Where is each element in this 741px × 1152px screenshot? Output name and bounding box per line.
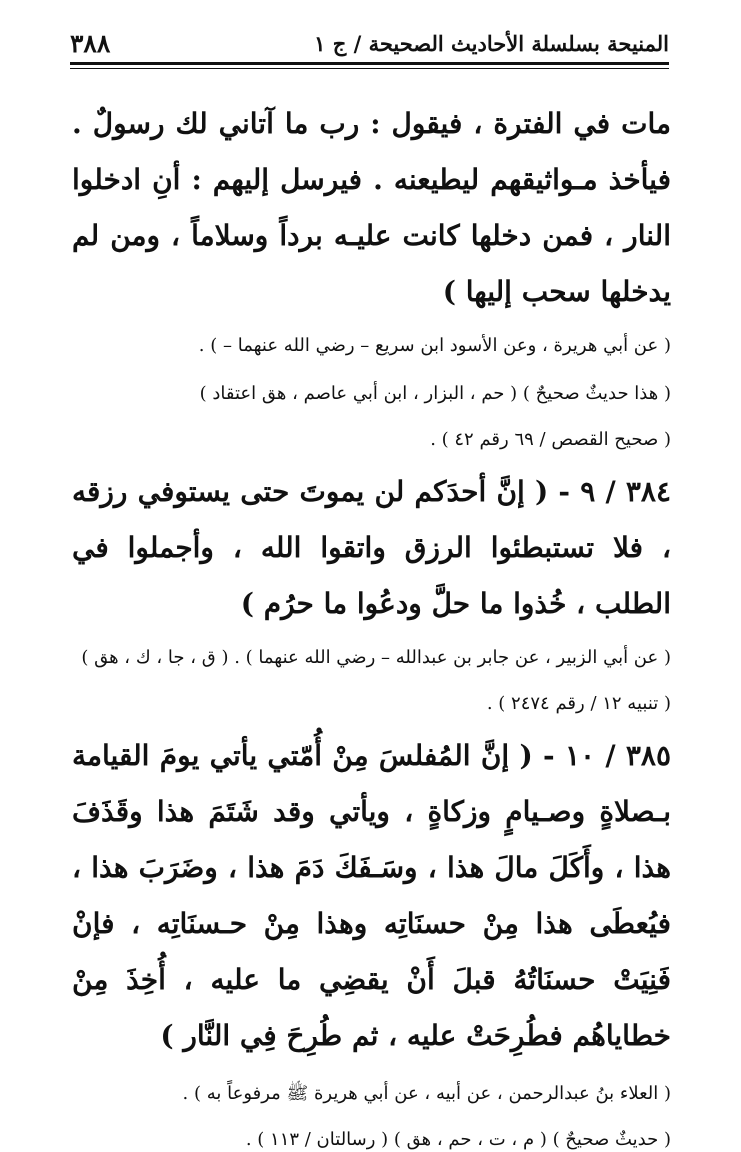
hadith-narrator: ( العلاء بنُ عبدالرحمن ، عن أبيه ، عن أبي هريرة ﷺ مرفوعاً به ) . — [182, 1083, 671, 1104]
hadith-text: ٣٨٥ / ١٠ - ( إنَّ المُفلسَ مِنْ أُمّتي يأتي يومَ القيامة بـصلاةٍ وصـيامٍ وزكاةٍ ، ويأتي وقد شَتَمَ هذا وقَذَفَ هذا ، وأَكَلَ مالَ هذا ، وسَـفَكَ دَمَ هذا ، وضَرَبَ هذا ، فيُعطَى هذا مِنْ حسنَاتِه وهذا مِنْ حـسنَاتِه ، فإنْ فَنِيَتْ حسنَاتُهُ قبلَ أَنْ يقضِي ما عليه ، أُخِذَ مِنْ خطاياهُم فطُرِحَتْ عليه ، ثم طُرِحَ فِي النَّار ) — [72, 739, 671, 1052]
header-divider — [70, 68, 669, 69]
page-number: ٣٨٨ — [70, 29, 111, 58]
hadith-narrator: ( عن أبي الزبير ، عن جابر بن عبدالله – رضي الله عنهما ) . ( ق ، جا ، ك ، هق ) — [81, 647, 671, 668]
page-header — [70, 22, 669, 65]
hadith-reference: ( تنبيه ١٢ / رقم ٢٤٧٤ ) . — [486, 693, 671, 714]
hadith-narrator: ( عن أبي هريرة ، وعن الأسود ابن سريع – رضي الله عنهما – ) . — [198, 335, 671, 356]
hadith-grading: ( هذا حديثٌ صحيحٌ ) ( حم ، البزار ، ابن أبي عاصم ، هق اعتقاد ) — [199, 383, 671, 404]
hadith-text: ٣٨٤ / ٩ - ( إنَّ أحدَكم لن يموتَ حتى يستوفي رزقه ، فلا تستبطئوا الرزق واتقوا الله ، وأجملوا في الطلب ، خُذوا ما حلَّ ودعُوا ما حرُم ) — [72, 475, 671, 620]
running-title: المنيحة بسلسلة الأحاديث الصحيحة / ج ١ — [314, 31, 669, 56]
hadith-text: مات في الفترة ، فيقول : رب ما آتاني لك رسولٌ . فيأخذ مـواثيقهم ليطيعنه . فيرسل إليهم : أنِ ادخلوا النار ، فمن دخلها كانت عليـه برداً وسلاماً ، ومن لم يدخلها سحب إليها ) — [72, 107, 671, 308]
page-body — [72, 86, 671, 1152]
hadith-grading: ( حديثٌ صحيحٌ ) ( م ، ت ، حم ، هق ) ( رسالتان / ١١٣ ) . — [245, 1129, 671, 1150]
hadith-reference: ( صحيح القصص / ٦٩ رقم ٤٢ ) . — [430, 429, 671, 450]
